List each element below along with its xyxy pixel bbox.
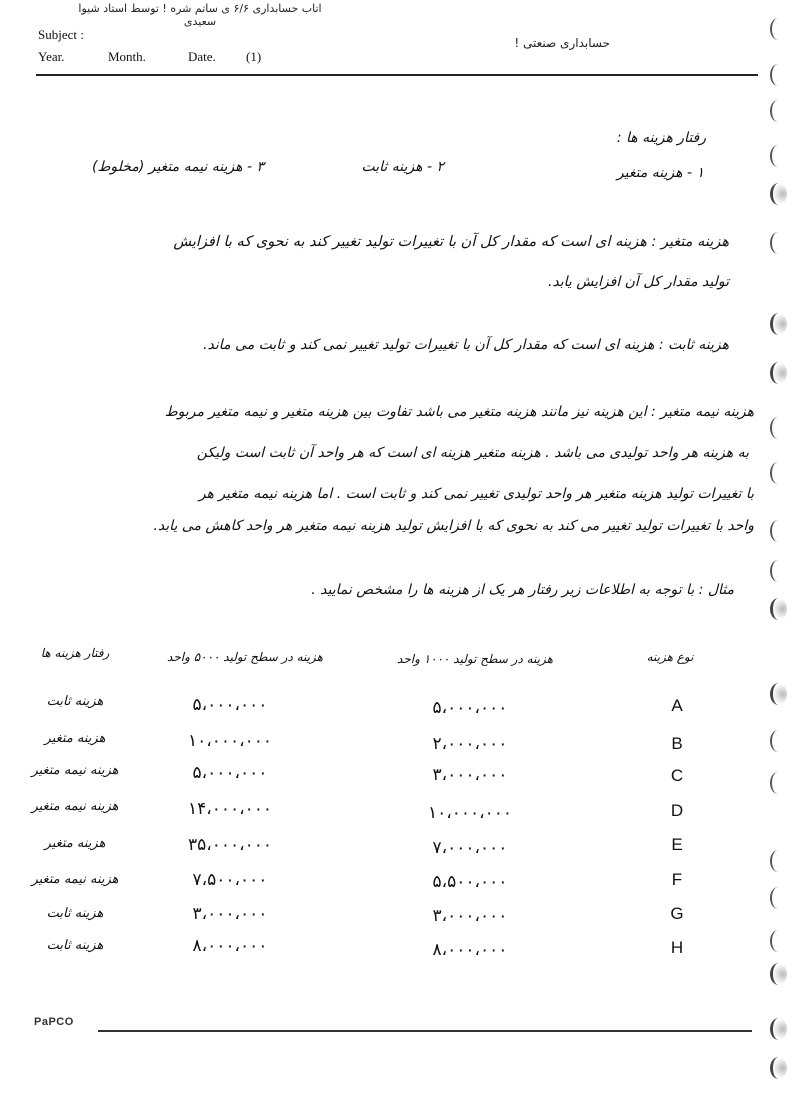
row-code: G [670,904,684,923]
row-code: A [671,696,683,715]
punch-hole-mark [770,560,786,582]
punch-hole-mark [770,232,786,254]
punch-hole-mark [770,598,787,620]
col-header-cost-behavior: رفتار هزینه ها [40,646,110,660]
row-code: D [670,801,684,820]
punch-hole-mark [770,183,787,205]
row-code: C [670,766,684,785]
semivariable-cost-definition-line-2: به هزینه هر واحد تولیدی می باشد . هزینه متغیر هزینه ای است که هر واحد آن ثابت است ولیکن [196,445,749,461]
cost-at-5000: ۱۰،۰۰۰،۰۰۰ [187,731,273,751]
top-note: اتاب حسابداری ۶/۶ ی ساتم شره ! توسط استاد شیوا سعیدی [78,2,322,28]
cost-at-5000: ۳۵،۰۰۰،۰۰۰ [187,835,273,855]
variable-cost-definition-line-2: تولید مقدار کل آن افزایش یابد. [547,274,729,290]
cost-at-1000: ۲،۰۰۰،۰۰۰ [432,734,508,754]
section-title: حسابداری صنعتی ! [514,36,610,50]
punch-hole-mark [770,1057,787,1079]
date-label: Date. [188,49,216,64]
cost-at-1000: ۷،۰۰۰،۰۰۰ [432,838,508,858]
row-code: H [670,938,684,957]
fixed-cost-definition: هزینه ثابت : هزینه ای است که مقدار کل آن با تغییرات تولید تغییر نمی کند و ثابت می ماند. [203,337,729,353]
behavior-answer: هزینه متغیر [44,731,106,746]
example-prompt: مثال : با توجه به اطلاعات زیر رفتار هر یک از هزینه ها را مشخص نمایید . [311,582,734,598]
col-header-level-1000: هزینه در سطح تولید ۱۰۰۰ واحد [397,652,553,666]
cost-at-1000: ۵،۵۰۰،۰۰۰ [432,872,508,892]
behavior-answer: هزینه ثابت [46,906,104,921]
cost-type-variable: ۱ - هزینه متغیر [616,165,704,181]
semivariable-cost-definition-line-1: هزینه نیمه متغیر : این هزینه نیز مانند هزینه متغیر می باشد تفاوت بین هزینه متغیر و نیمه متغیر مربوط [164,404,754,420]
cost-at-5000: ۸،۰۰۰،۰۰۰ [192,936,268,956]
punch-hole-mark [770,963,787,985]
cost-type-fixed: ۲ - هزینه ثابت [361,159,444,175]
papco-logo: PaPCO [34,1016,74,1028]
date-value: (1) [246,49,262,64]
cost-at-5000: ۷،۵۰۰،۰۰۰ [192,870,268,890]
punch-hole-mark [770,362,787,384]
footer-rule [98,1030,752,1032]
behavior-answer: هزینه ثابت [46,694,104,709]
month-label: Month. [108,49,146,64]
cost-at-5000: ۵،۰۰۰،۰۰۰ [192,763,268,783]
punch-hole-mark [770,730,786,752]
cost-behavior-heading: رفتار هزینه ها : [616,130,706,146]
behavior-answer: هزینه متغیر [44,836,106,851]
semivariable-cost-definition-line-4: واحد با تغییرات تولید تغییر می کند به نحوی که با افزایش تولید هزینه نیمه متغیر هر واحد کاهش می یابد. [153,518,754,534]
punch-hole-mark [770,930,786,952]
punch-hole-mark [770,772,786,794]
punch-hole-mark [770,313,787,335]
variable-cost-definition-line-1: هزینه متغیر : هزینه ای است که مقدار کل آن با تغییرات تولید تغییر کند به نحوی که با افزایش [173,234,729,250]
cost-at-1000: ۱۰،۰۰۰،۰۰۰ [427,803,513,823]
cost-type-semivariable: ۳ - هزینه نیمه متغیر (مخلوط) [92,159,264,175]
punch-hole-mark [770,462,786,484]
cost-at-1000: ۳،۰۰۰،۰۰۰ [432,765,508,785]
col-header-cost-type: نوع هزینه [646,650,694,664]
row-code: F [671,870,683,889]
punch-hole-mark [770,683,787,705]
cost-at-1000: ۳،۰۰۰،۰۰۰ [432,906,508,926]
punch-hole-mark [770,417,786,439]
cost-at-1000: ۵،۰۰۰،۰۰۰ [432,698,508,718]
row-code: B [671,734,683,753]
behavior-answer: هزینه نیمه متغیر [31,872,119,887]
year-label: Year. [38,49,65,64]
behavior-answer: هزینه نیمه متغیر [31,763,119,778]
subject-label: Subject : [38,27,84,42]
cost-at-5000: ۱۴،۰۰۰،۰۰۰ [187,799,273,819]
header-rule [36,74,758,76]
cost-at-5000: ۳،۰۰۰،۰۰۰ [192,904,268,924]
punch-hole-mark [770,145,786,167]
behavior-answer: هزینه نیمه متغیر [31,799,119,814]
col-header-level-5000: هزینه در سطح تولید ۵۰۰۰ واحد [167,650,323,664]
behavior-answer: هزینه ثابت [46,938,104,953]
punch-hole-mark [770,850,786,872]
punch-hole-mark [770,887,786,909]
punch-hole-mark [770,64,786,86]
cost-at-5000: ۵،۰۰۰،۰۰۰ [192,695,268,715]
cost-at-1000: ۸،۰۰۰،۰۰۰ [432,940,508,960]
punch-hole-mark [770,520,786,542]
row-code: E [671,835,683,854]
semivariable-cost-definition-line-3: با تغییرات تولید هزینه متغیر هر واحد تولیدی تغییر نمی کند و ثابت است . اما هزینه نیمه متغیر هر [198,486,754,502]
punch-hole-mark [770,1018,787,1040]
punch-hole-mark [770,100,786,122]
punch-hole-mark [770,18,786,40]
